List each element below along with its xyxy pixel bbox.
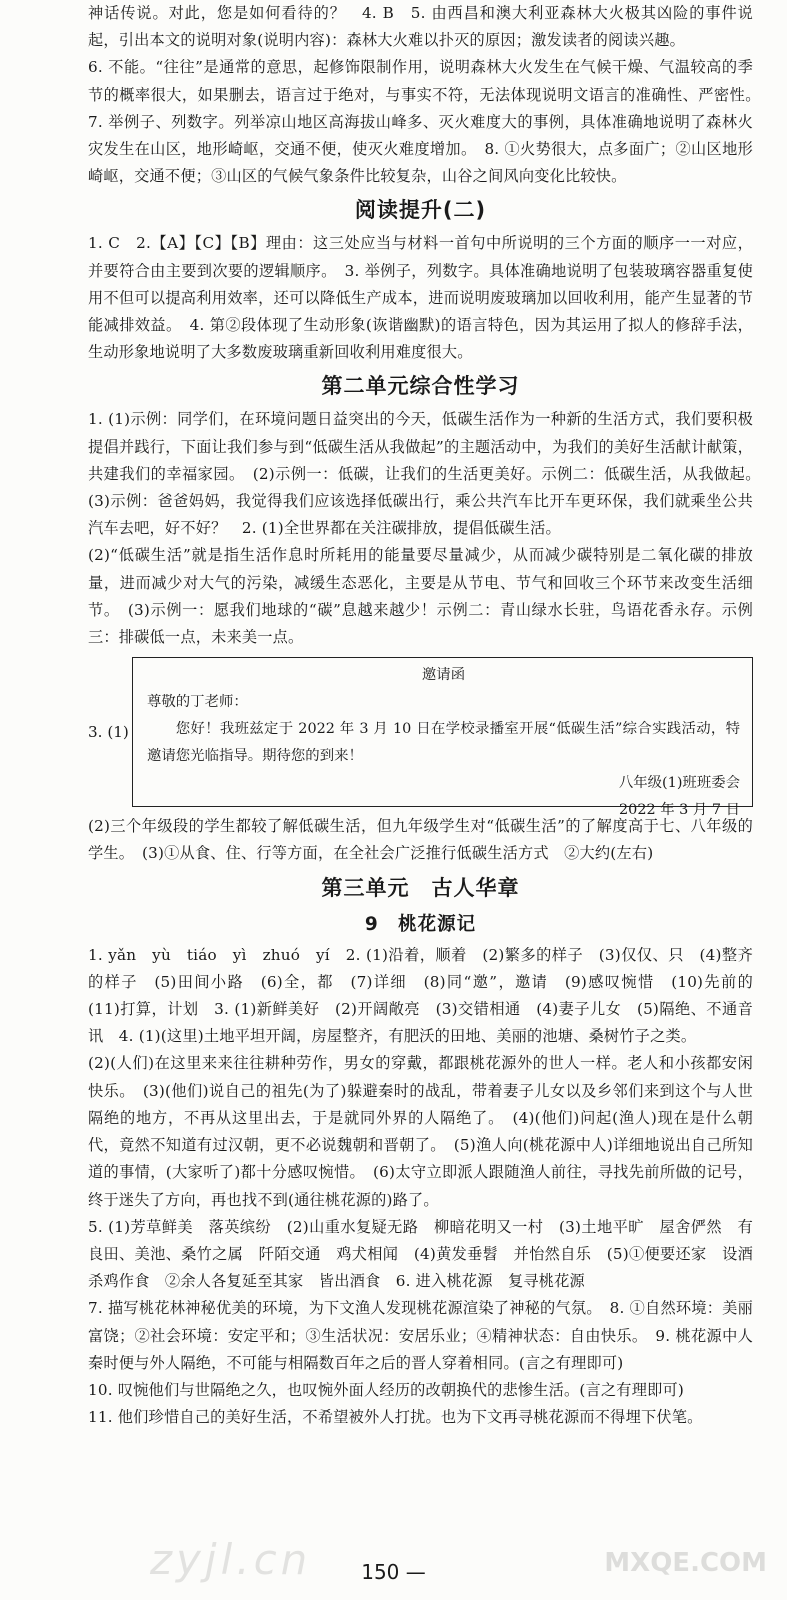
continuation-paragraph: 神话传说。对此，您是如何看待的？ 4. B 5. 由西昌和澳大利亚森林大火极其凶险的事件说起，引出本文的说明对象(说明内容)：森林大火难以扑灭的原因；激发读者的阅读兴趣。 — [88, 4, 753, 50]
lesson9-paragraph-4: 7. 描写桃花林神秘优美的环境，为下文渔人发现桃花源渲染了神秘的气氛。 8. ①自然环境：美丽富饶；②社会环境：安定平和；③生活状况：安居乐业；④精神状态：自由快乐。 9. 桃花源中人秦时便与外人隔绝，不可能与相隔数百年之后的晋人穿着相同。(言之有理即可) — [88, 1299, 753, 1372]
lesson9-paragraph-2: (2)(人们)在这里来来往往耕种劳作，男女的穿戴，都跟桃花源外的世人一样。老人和小孩都安闲快乐。 (3)(他们)说自己的祖先(为了)躲避秦时的战乱，带着妻子儿女以及乡邻们来到这个与人世隔绝的地方，不再从这里出去，于是就同外界的人隔绝了。 (4)(他们)问起(渔人)现在是什么朝代，竟然不知道有过汉朝，更不必说魏朝和晋朝了。 (5)渔人向(桃花源中人)详细地说出自己所知道的事情，(大家听了)都十分感叹惋惜。 (6)太守立即派人跟随渔人前往，寻找先前所做的记号，终于迷失了方向，再也找不到(通往桃花源的)路了。 — [88, 1054, 753, 1209]
reading2-paragraph: 1. C 2.【A】【C】【B】理由：这三处应当与材料一首句中所说明的三个方面的顺序一一对应，并要符合由主要到次要的逻辑顺序。 3. 举例子，列数字。具体准确地说明了包装玻璃容器重复使用不但可以提高利用效率，还可以降低生产成本，进而说明废玻璃加以回收利用，能产生显著的节能减排效益。 4. 第②段体现了生动形象(诙谐幽默)的语言特色，因为其运用了拟人的修辞手法，生动形象地说明了大多数废玻璃重新回收利用难度很大。 — [88, 234, 753, 362]
invitation-letter-box — [132, 657, 753, 819]
section-heading-unit2: 第二单元综合性学习 — [321, 374, 520, 399]
lesson9-paragraph-1: 1. yǎn yù tiáo yì zhuó yí 2. (1)沿着，顺着 (2)繁多的样子 (3)仅仅、只 (4)整齐的样子 (5)田间小路 (6)全，都 (7)详细 (8)同“邀”，邀请 (9)感叹惋惜 (10)先前的 (11)打算，计划 3. (1)新鲜美好 (2)开阔敞亮 (3)交错相通 (4)妻子儿女 (5)隔绝、不通音讯 4. (1)(这里)土地平坦开阔，房屋整齐，有肥沃的田地、美丽的池塘、桑树竹子之类。 — [88, 945, 769, 1046]
lesson9-paragraph-5: 10. 叹惋他们与世隔绝之久，也叹惋外面人经历的改朝换代的悲惨生活。(言之有理即可) — [88, 1380, 684, 1399]
invitation-row — [88, 657, 753, 819]
page-number-dash: — — [405, 1560, 426, 1584]
lesson-heading-9: 9 桃花源记 — [364, 913, 477, 935]
invitation-title: 邀请函 — [421, 667, 466, 684]
page-number-value: 150 — [361, 1560, 400, 1584]
invitation-signature: 八年级(1)班班委会 — [618, 775, 740, 792]
invitation-date: 2022 年 3 月 7 日 — [619, 802, 740, 819]
invitation-body: 您好！我班兹定于 2022 年 3 月 10 日在学校录播室开展“低碳生活”综合实践活动，特邀请您光临指导。期待您的到来！ — [147, 721, 740, 765]
unit2-paragraph-1: 1. (1)示例：同学们，在环境问题日益突出的今天，低碳生活作为一种新的生活方式，我们要积极提倡并践行，下面让我们参与到“低碳生活从我做起”的主题活动中，为我们的美好生活献计献策，共建我们的幸福家园。 (2)示例一：低碳，让我们的生活更美好。示例二：低碳生活，从我做起。 (3)示例：爸爸妈妈，我觉得我们应该选择低碳出行，乘公共汽车比开车更环保，我们就乘坐公共汽车去吧，好不好？ 2. (1)全世界都在关注碳排放，提倡低碳生活。 — [88, 410, 769, 538]
watermark-zyjl: zyjl.cn — [150, 1535, 312, 1584]
invitation-greeting: 尊敬的丁老师： — [147, 694, 248, 711]
unit2-paragraph-3: (2)三个年级段的学生都较了解低碳生活，但九年级学生对“低碳生活”的了解度高于七、八年级的学生。 (3)①从食、住、行等方面，在全社会广泛推行低碳生活方式 ②大约(左右) — [88, 817, 753, 863]
watermark-mxqe: MXQE.COM — [604, 1548, 767, 1578]
unit2-paragraph-2: (2)“低碳生活”就是指生活作息时所耗用的能量要尽量减少，从而减少碳特别是二氧化碳的排放量，进而减少对大气的污染，减缓生态恶化，主要是从节电、节气和回收三个环节来改变生活细节。 (3)示例一：愿我们地球的“碳”息越来越少！示例二：青山绿水长驻，鸟语花香永存。示例三：排碳低一点，未来美一点。 — [88, 546, 753, 647]
section-heading-reading2: 阅读提升(二) — [354, 198, 487, 223]
invitation-question-number: 3. (1) — [88, 723, 129, 742]
section-heading-unit3: 第三单元 古人华章 — [321, 875, 520, 900]
answer-paragraph-6-8: 6. 不能。“往往”是通常的意思，起修饰限制作用，说明森林大火发生在气候干燥、气温较高的季节的概率很大，如果删去，语言过于绝对，与事实不符，无法体现说明文语言的准确性、严密性。 7. 举例子、列数字。列举凉山地区高海拔山峰多、灭火难度大的事例，具体准确地说明了森林火灾发生在山区，地形崎岖，交通不便，使灭火难度增加。 8. ①火势很大，点多面广；②山区地形崎岖，交通不便；③山区的气候气象条件比较复杂，山谷之间风向变化比较快。 — [88, 58, 769, 186]
lesson9-paragraph-6: 11. 他们珍惜自己的美好生活，不希望被外人打扰。也为下文再寻桃花源而不得埋下伏笔。 — [88, 1408, 703, 1427]
page-number — [0, 1560, 787, 1584]
lesson9-paragraph-3: 5. (1)芳草鲜美 落英缤纷 (2)山重水复疑无路 柳暗花明又一村 (3)土地平旷 屋舍俨然 有良田、美池、桑竹之属 阡陌交通 鸡犬相闻 (4)黄发垂髫 并怡然自乐 (5)①便要还家 设酒杀鸡作食 ②余人各复延至其家 皆出酒食 6. 进入桃花源 复寻桃花源 — [88, 1217, 753, 1291]
